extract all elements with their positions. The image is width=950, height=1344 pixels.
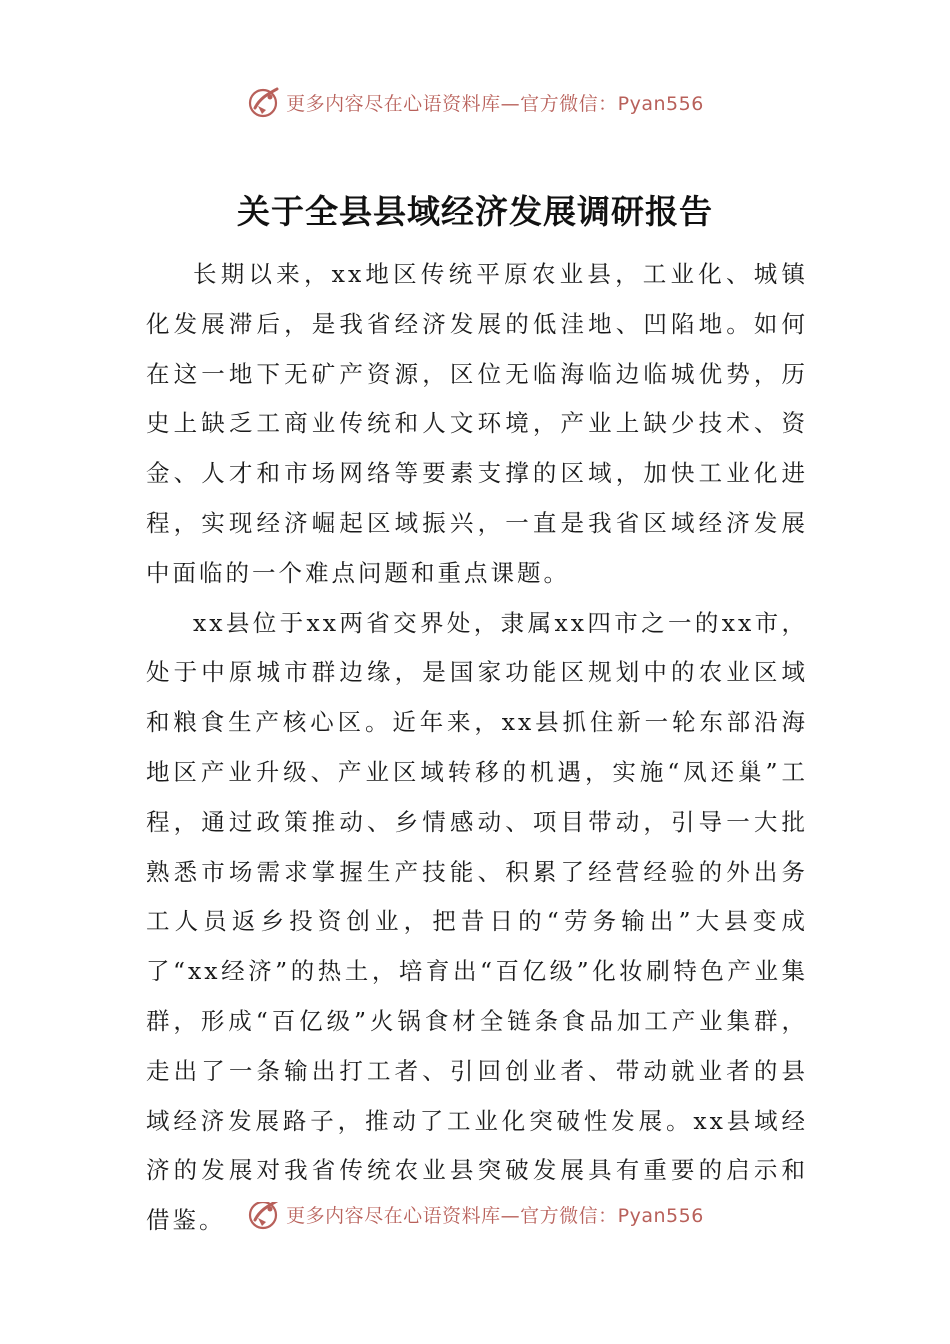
watermark-header	[0, 82, 950, 122]
watermark-footer	[0, 1202, 950, 1238]
watermark-text: 更多内容尽在心语资料库—官方微信：Pyan556	[286, 1204, 704, 1227]
pen-logo-icon	[246, 84, 282, 120]
paragraph: 长期以来，xx地区传统平原农业县，工业化、城镇化发展滞后，是我省经济发展的低洼地、凹陷地。如何在这一地下无矿产资源，区位无临海临边临城优势，历史上缺乏工商业传统和人文环境，产业上缺少技术、资金、人才和市场网络等要素支撑的区域，加快工业化进程，实现经济崛起区域振兴，一直是我省区域经济发展中面临的一个难点问题和重点课题。	[146, 260, 808, 587]
watermark-text: 更多内容尽在心语资料库—官方微信：Pyan556	[286, 92, 704, 115]
document-title: 关于全县县域经济发展调研报告	[237, 192, 713, 231]
paragraph: xx县位于xx两省交界处，隶属xx四市之一的xx市，处于中原城市群边缘，是国家功能区规划中的农业区域和粮食生产核心区。近年来，xx县抓住新一轮东部沿海地区产业升级、产业区域转移的机遇，实施“凤还巢”工程，通过政策推动、乡情感动、项目带动，引导一大批熟悉市场需求掌握生产技能、积累了经营经验的外出务工人员返乡投资创业，把昔日的“劳务输出”大县变成了“xx经济”的热土，培育出“百亿级”化妆刷特色产业集群，形成“百亿级”火锅食材全链条食品加工产业集群，走出了一条输出打工者、引回创业者、带动就业者的县域经济发展路子，推动了工业化突破性发展。xx县域经济的发展对我省传统农业县突破发展具有重要的启示和借鉴。	[146, 608, 808, 1235]
document-body	[146, 250, 808, 1246]
pen-logo-icon	[246, 1202, 282, 1232]
